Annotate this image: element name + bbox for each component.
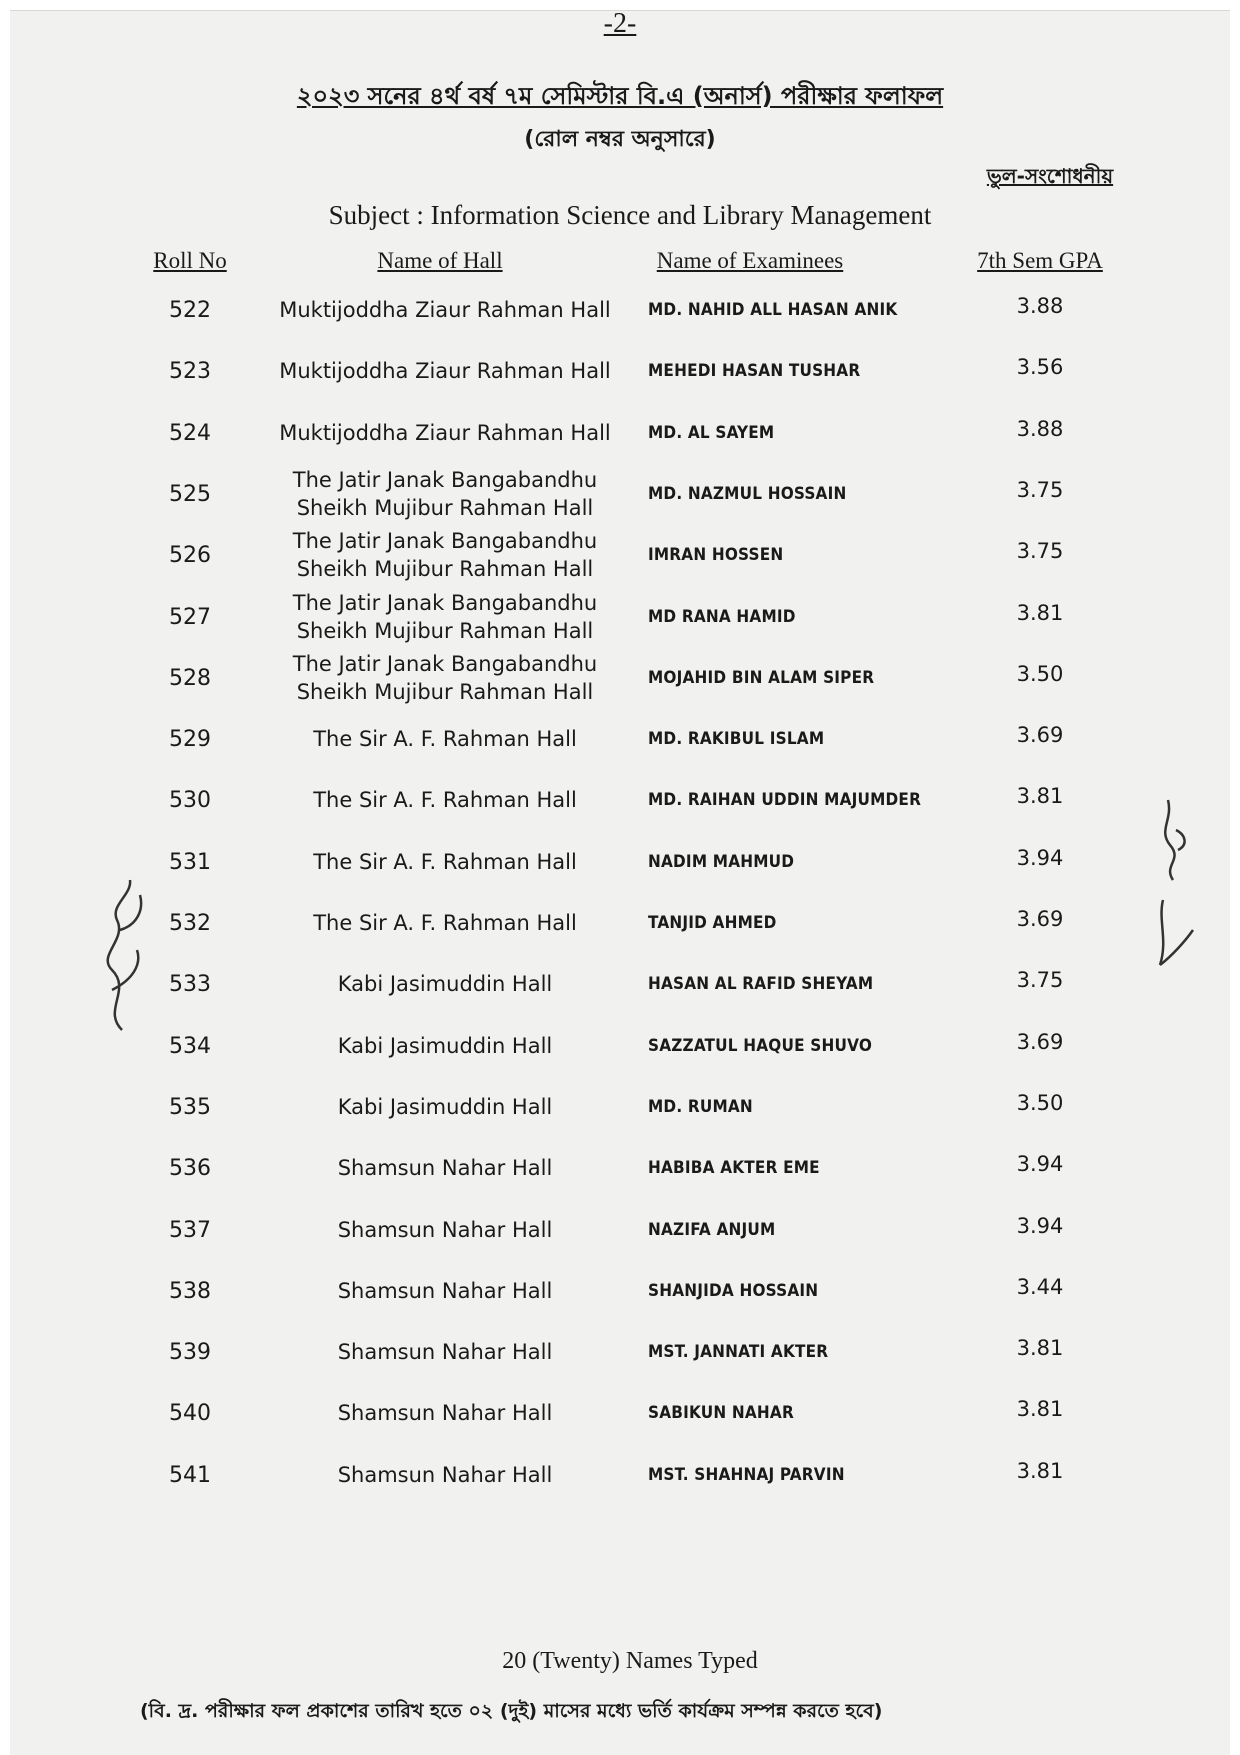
hall-cell: The Sir A. F. Rahman Hall <box>313 788 577 813</box>
subject-heading: Subject : Information Science and Library Management <box>328 200 932 230</box>
gpa-cell: 3.81 <box>1016 1397 1064 1422</box>
footnote: (বি. দ্র. পরীক্ষার ফল প্রকাশের তারিখ হতে ০২ (দুই) মাসের মধ্যে ভর্তি কার্যক্রম সম্পন্ন করতে হবে) <box>140 1700 883 1722</box>
table-row <box>0 709 1240 769</box>
hall-cell: Shamsun Nahar Hall <box>337 1462 553 1487</box>
roll-cell: 537 <box>169 1217 211 1243</box>
examinee-name-cell: MST. SHAHNAJ PARVIN <box>648 1464 845 1485</box>
examinee-name-cell: MD. RAKIBUL ISLAM <box>648 729 825 750</box>
signature-icon <box>92 870 152 1040</box>
table-row <box>0 1261 1240 1321</box>
table-row <box>0 893 1240 953</box>
roll-cell: 540 <box>169 1401 211 1427</box>
hall-cell: Kabi Jasimuddin Hall <box>337 972 553 997</box>
hall-cell: Muktijoddha Ziaur Rahman Hall <box>279 420 611 445</box>
table-row <box>0 770 1240 830</box>
table-row <box>0 1200 1240 1260</box>
roll-cell: 527 <box>169 604 211 630</box>
hall-cell: Shamsun Nahar Hall <box>337 1401 553 1426</box>
table-row <box>0 341 1240 401</box>
roll-cell: 535 <box>169 1094 211 1120</box>
table-row <box>0 832 1240 892</box>
examinee-name-cell: HASAN AL RAFID SHEYAM <box>648 974 874 995</box>
hall-cell: Shamsun Nahar Hall <box>337 1340 553 1365</box>
examinee-name-cell: MOJAHID BIN ALAM SIPER <box>648 667 875 688</box>
gpa-cell: 3.75 <box>1016 539 1064 564</box>
page-title: ২০২৩ সনের ৪র্থ বর্ষ ৭ম সেমিস্টার বি.এ (অনার্স) পরীক্ষার ফলাফল <box>296 82 944 110</box>
header-name-of-examinees: Name of Examinees <box>656 248 844 273</box>
examinee-name-cell: MD. NAZMUL HOSSAIN <box>648 483 847 504</box>
roll-cell: 539 <box>169 1340 211 1366</box>
roll-cell: 541 <box>169 1462 211 1488</box>
examinee-name-cell: MD. RUMAN <box>648 1096 753 1117</box>
hall-cell: The Jatir Janak Bangabandhu Sheikh Mujibur Rahman Hall <box>292 467 598 520</box>
table-row <box>0 1077 1240 1137</box>
roll-cell: 534 <box>169 1033 211 1059</box>
hall-cell: Shamsun Nahar Hall <box>337 1217 553 1242</box>
examinee-name-cell: HABIBA AKTER EME <box>648 1158 820 1179</box>
roll-cell: 525 <box>169 481 211 507</box>
hall-cell: The Jatir Janak Bangabandhu Sheikh Mujibur Rahman Hall <box>292 651 598 704</box>
roll-cell: 531 <box>169 849 211 875</box>
roll-cell: 522 <box>169 298 211 323</box>
examinee-name-cell: SAZZATUL HAQUE SHUVO <box>648 1035 873 1056</box>
table-row <box>0 403 1240 463</box>
examinee-name-cell: NAZIFA ANJUM <box>648 1219 776 1240</box>
roll-cell: 530 <box>169 788 211 814</box>
examinee-name-cell: MD RANA HAMID <box>648 606 796 627</box>
table-row <box>0 1383 1240 1443</box>
gpa-cell: 3.69 <box>1016 907 1064 931</box>
gpa-cell: 3.44 <box>1016 1274 1064 1299</box>
hall-cell: Muktijoddha Ziaur Rahman Hall <box>279 359 611 384</box>
hall-cell: Muktijoddha Ziaur Rahman Hall <box>279 298 611 322</box>
table-row <box>0 280 1240 340</box>
examinee-name-cell: MD. NAHID ALL HASAN ANIK <box>648 300 898 320</box>
hall-cell: The Sir A. F. Rahman Hall <box>313 849 577 874</box>
hall-cell: The Jatir Janak Bangabandhu Sheikh Mujibur Rahman Hall <box>292 590 598 643</box>
examinee-name-cell: MD. RAIHAN UDDIN MAJUMDER <box>648 790 922 811</box>
hall-cell: The Jatir Janak Bangabandhu Sheikh Mujibur Rahman Hall <box>292 529 598 582</box>
roll-cell: 538 <box>169 1278 211 1304</box>
hall-cell: The Sir A. F. Rahman Hall <box>313 911 577 935</box>
table-row <box>0 648 1240 708</box>
gpa-cell: 3.56 <box>1016 355 1064 380</box>
gpa-cell: 3.75 <box>1016 968 1064 993</box>
gpa-cell: 3.69 <box>1016 723 1064 748</box>
roll-cell: 528 <box>169 665 211 691</box>
hall-cell: Kabi Jasimuddin Hall <box>337 1094 553 1119</box>
gpa-cell: 3.50 <box>1016 661 1064 686</box>
gpa-cell: 3.81 <box>1016 1336 1064 1361</box>
gpa-cell: 3.50 <box>1016 1090 1064 1115</box>
examinee-name-cell: IMRAN HOSSEN <box>648 545 784 566</box>
hall-cell: Shamsun Nahar Hall <box>337 1156 553 1181</box>
roll-cell: 523 <box>169 359 211 385</box>
gpa-cell: 3.75 <box>1016 477 1064 502</box>
gpa-cell: 3.94 <box>1016 1152 1064 1177</box>
table-row <box>0 1445 1240 1505</box>
table-row <box>0 464 1240 524</box>
examinee-name-cell: TANJID AHMED <box>648 913 777 933</box>
names-typed-count: 20 (Twenty) Names Typed <box>502 1648 758 1674</box>
gpa-cell: 3.81 <box>1016 784 1064 809</box>
hall-cell: Shamsun Nahar Hall <box>337 1278 553 1303</box>
page-number: -2- <box>603 8 637 39</box>
roll-cell: 532 <box>169 911 211 936</box>
roll-cell: 529 <box>169 727 211 753</box>
roll-cell: 533 <box>169 972 211 998</box>
header-gpa: 7th Sem GPA <box>977 248 1103 273</box>
hall-cell: The Sir A. F. Rahman Hall <box>313 727 577 752</box>
header-name-of-hall: Name of Hall <box>377 248 503 273</box>
examinee-name-cell: SHANJIDA HOSSAIN <box>648 1280 819 1301</box>
gpa-cell: 3.81 <box>1016 600 1064 625</box>
roll-cell: 526 <box>169 543 211 569</box>
header-roll-no: Roll No <box>153 248 227 273</box>
examinee-name-cell: SABIKUN NAHAR <box>648 1403 794 1424</box>
examinee-name-cell: NADIM MAHMUD <box>648 851 795 872</box>
signature-icon <box>1148 790 1198 970</box>
gpa-cell: 3.88 <box>1016 416 1064 441</box>
gpa-cell: 3.94 <box>1016 1213 1064 1238</box>
correction-label: ভুল-সংশোধনীয় <box>986 164 1114 188</box>
gpa-cell: 3.94 <box>1016 845 1064 870</box>
gpa-cell: 3.69 <box>1016 1029 1064 1054</box>
gpa-cell: 3.81 <box>1016 1458 1064 1483</box>
table-row <box>0 525 1240 585</box>
examinee-name-cell: MD. AL SAYEM <box>648 422 775 443</box>
gpa-cell: 3.88 <box>1016 294 1064 318</box>
hall-cell: Kabi Jasimuddin Hall <box>337 1033 553 1058</box>
examinee-name-cell: MST. JANNATI AKTER <box>648 1342 829 1363</box>
roll-cell: 536 <box>169 1156 211 1182</box>
table-row <box>0 954 1240 1014</box>
table-row <box>0 1016 1240 1076</box>
table-row <box>0 587 1240 647</box>
roll-cell: 524 <box>169 420 211 446</box>
table-row <box>0 1138 1240 1198</box>
examinee-name-cell: MEHEDI HASAN TUSHAR <box>648 361 861 382</box>
page-subtitle: (রোল নম্বর অনুসারে) <box>524 127 716 152</box>
table-row <box>0 1322 1240 1382</box>
